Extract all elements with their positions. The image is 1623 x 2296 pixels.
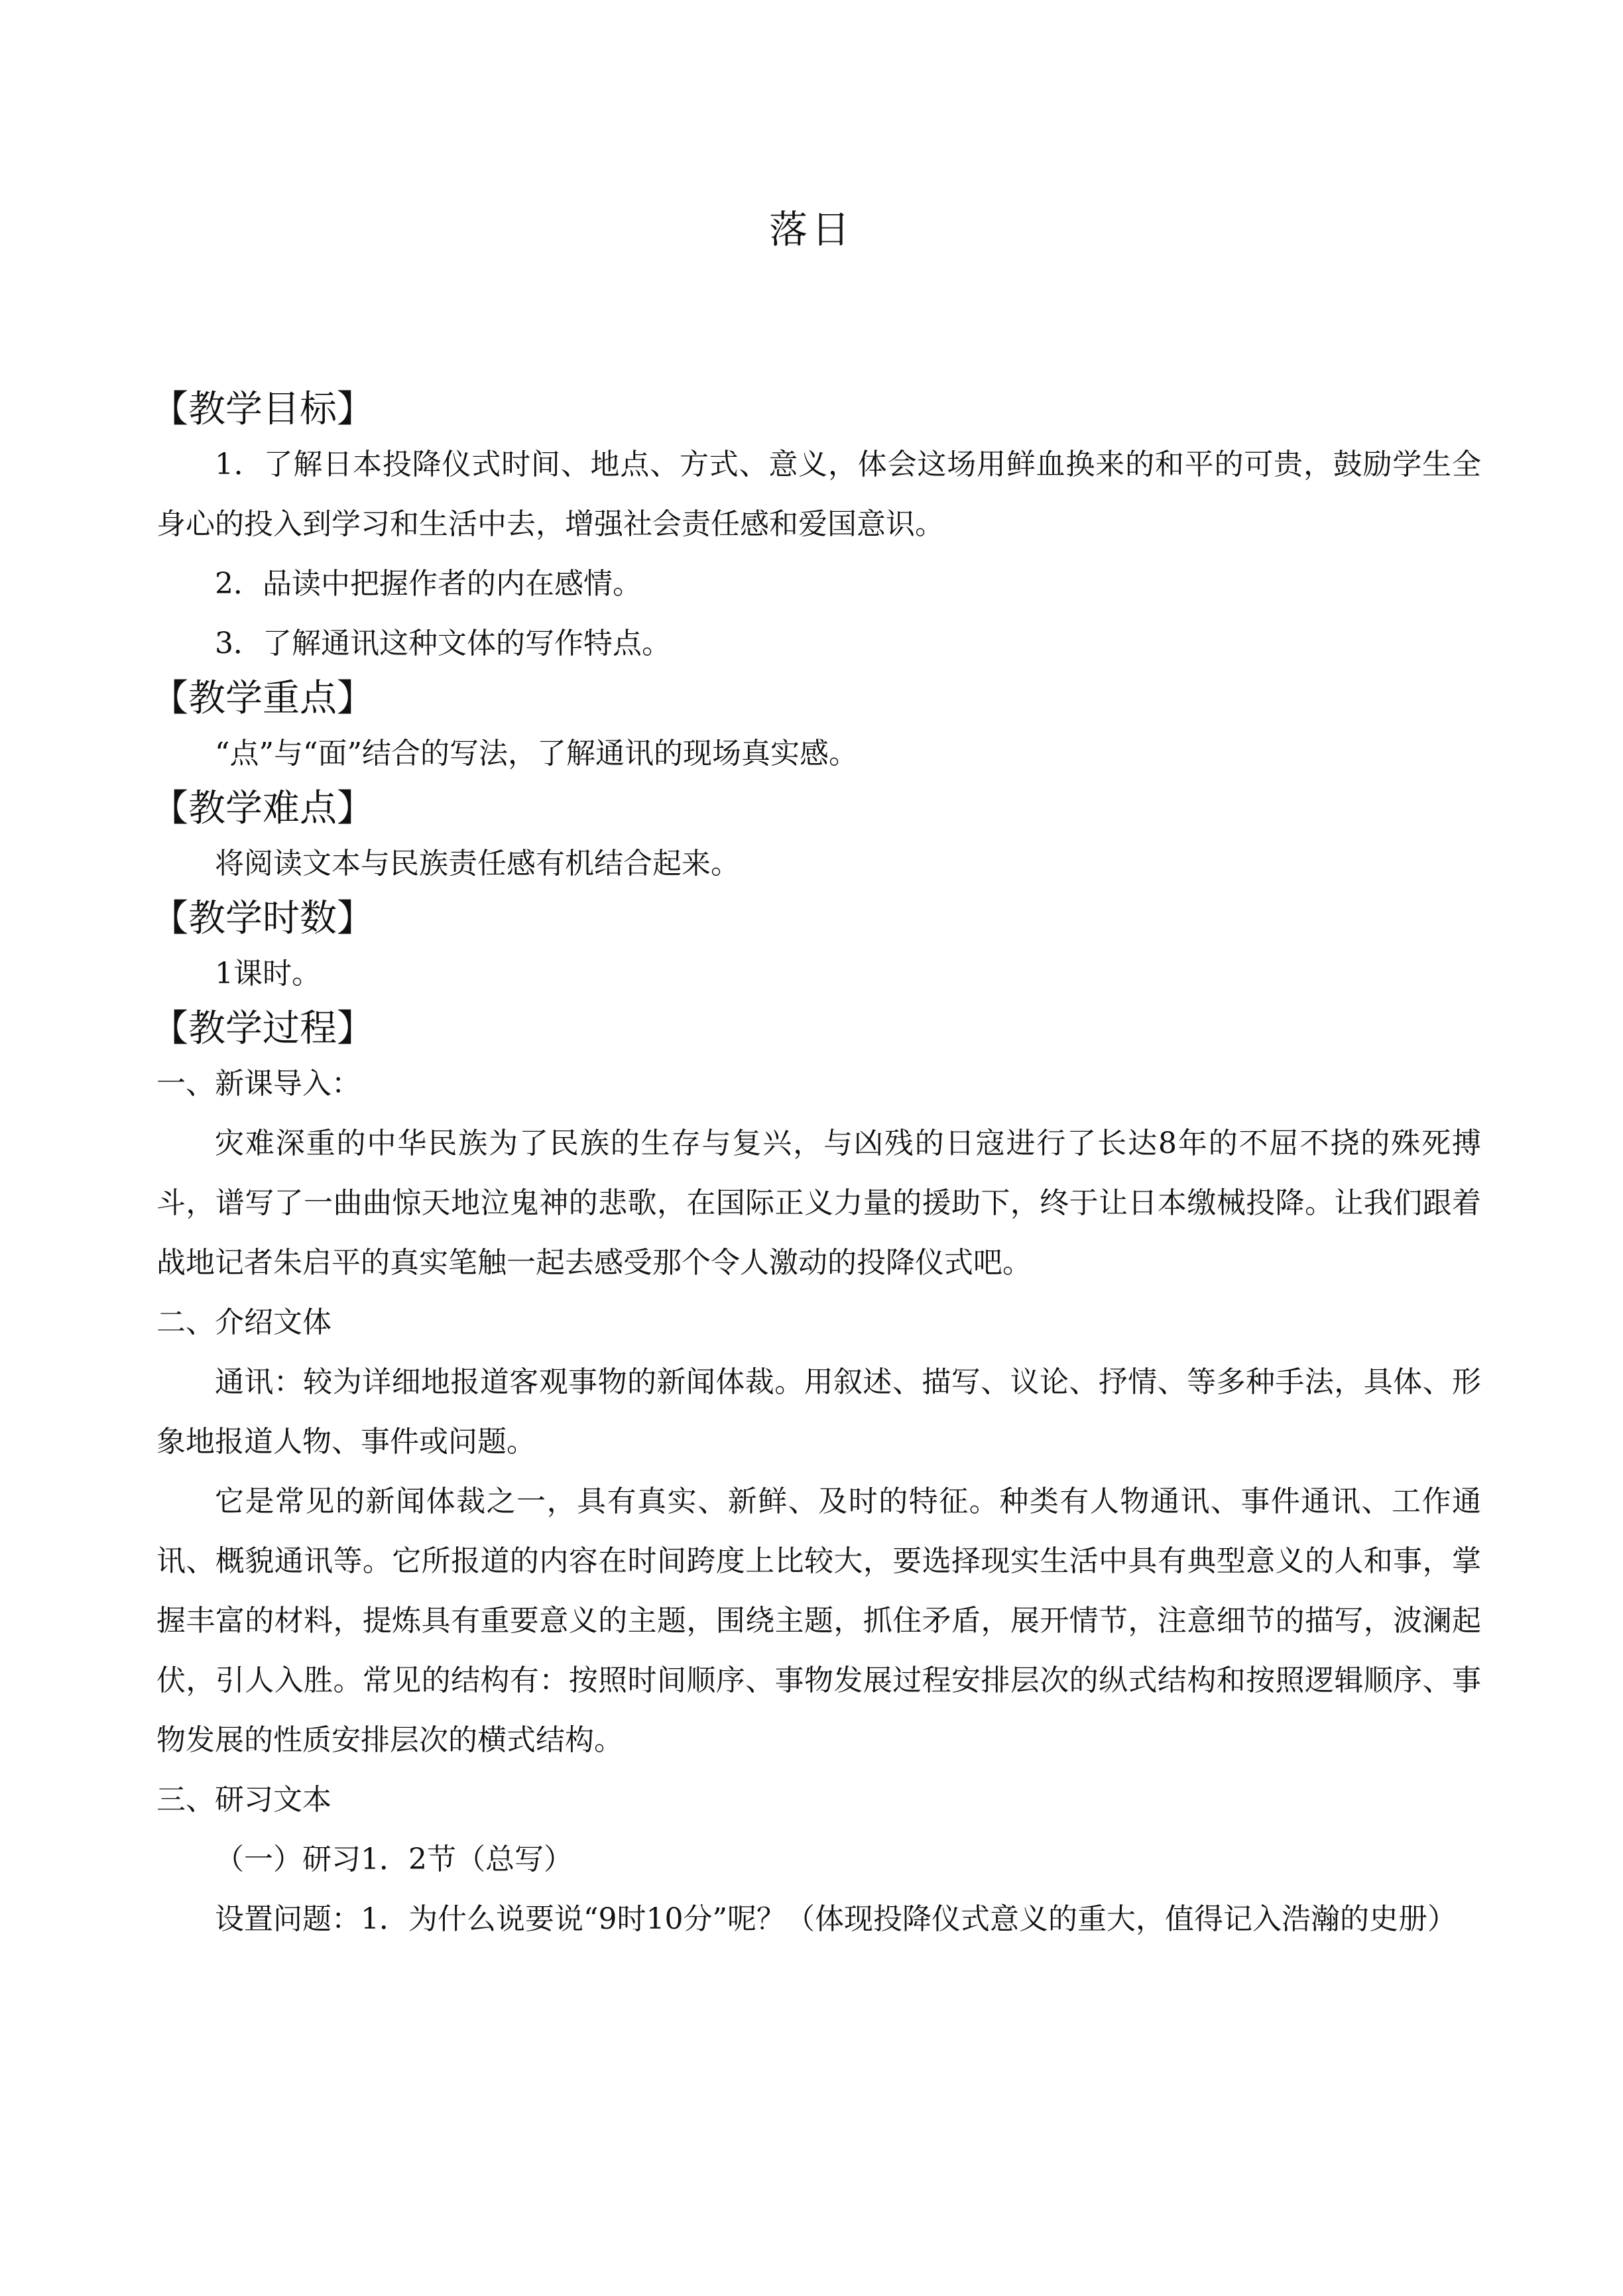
- document-title: 落日: [768, 207, 854, 252]
- section-3-question: 设置问题：1．为什么说要说“9时10分”呢？（体现投降仪式意义的重大，值得记入浩瀚的史册）: [215, 1902, 1457, 1936]
- objectives-heading: 【教学目标】: [151, 388, 374, 431]
- section-1-text: 灾难深重的中华民族为了民族的生存与复兴，与凶残的日寇进行了长达8年的不屈不挠的殊死搏斗，谱写了一曲曲惊天地泣鬼神的悲歌，在国际正义力量的援助下，终于让日本缴械投降。让我们跟着战地记者朱启平的真实笔触一起去感受那个令人激动的投降仪式吧。: [156, 1126, 1481, 1280]
- section-3-title: 三、研习文本: [156, 1783, 331, 1817]
- section-1-title: 一、新课导入：: [156, 1067, 361, 1101]
- section-2-title: 二、介绍文体: [156, 1305, 331, 1339]
- difficulties-text: 将阅读文本与民族责任感有机结合起来。: [215, 847, 740, 880]
- document-body: [151, 385, 1481, 1949]
- section-3-subheading: （一）研习1．2节（总写）: [215, 1843, 573, 1876]
- difficulties-heading: 【教学难点】: [151, 787, 374, 830]
- section-2-para-1: 通讯：较为详细地报道客观事物的新闻体裁。用叙述、描写、议论、抒情、等多种手法，具体、形象地报道人物、事件或问题。: [156, 1365, 1481, 1459]
- hours-heading: 【教学时数】: [151, 897, 374, 940]
- key-points-text: “点”与“面”结合的写法，了解通讯的现场真实感。: [215, 737, 858, 770]
- process-heading: 【教学过程】: [151, 1007, 374, 1050]
- objective-item-2: 2．品读中把握作者的内在感情。: [215, 567, 642, 601]
- objective-item-3: 3．了解通讯这种文体的写作特点。: [215, 627, 671, 660]
- objective-item-1: 1．了解日本投降仪式时间、地点、方式、意义，体会这场用鲜血换来的和平的可贵，鼓励学生全身心的投入到学习和生活中去，增强社会责任感和爱国意识。: [156, 448, 1481, 541]
- key-points-heading: 【教学重点】: [151, 677, 374, 720]
- section-2-para-2: 它是常见的新闻体裁之一，具有真实、新鲜、及时的特征。种类有人物通讯、事件通讯、工作通讯、概貌通讯等。它所报道的内容在时间跨度上比较大，要选择现实生活中具有典型意义的人和事，掌握丰富的材料，提炼具有重要意义的主题，围绕主题，抓住矛盾，展开情节，注意细节的描写，波澜起伏，引人入胜。常见的结构有：按照时间顺序、事物发展过程安排层次的纵式结构和按照逻辑顺序、事物发展的性质安排层次的横式结构。: [156, 1484, 1481, 1757]
- hours-text: 1课时。: [215, 957, 321, 991]
